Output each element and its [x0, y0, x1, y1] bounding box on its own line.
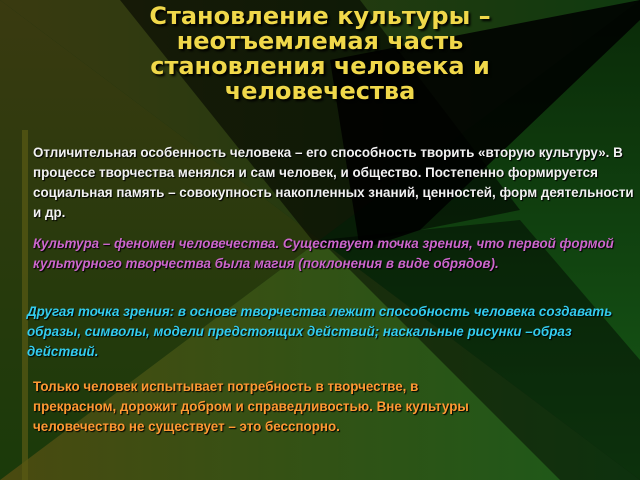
- slide-title: Становление культуры – неотъемлемая часть становления человека и человечества: [149, 2, 491, 105]
- paragraph-distinctive-feature: Отличительная особенность человека – его способность творить «вторую культуру». В процессе творчества менялся и сам человек, и общество. Постепенно формируется социальная память – совокупность накопленных знаний, ценностей, форм деятельности и др.: [33, 145, 634, 220]
- paragraph-culture-phenomenon: Культура – феномен человечества. Существует точка зрения, что первой формой культурного творчества была магия (поклонения в виде обрядов).: [33, 236, 614, 271]
- paragraph-only-human: Только человек испытывает потребность в творчестве, в прекрасном, дорожит добром и справедливостью. Вне культуры человечество не существует – это бесспорно.: [33, 379, 469, 434]
- paragraph-another-view: Другая точка зрения: в основе творчества лежит способность человека создавать образы, символы, модели предстоящих действий; наскальные рисунки –образ действий.: [27, 304, 613, 359]
